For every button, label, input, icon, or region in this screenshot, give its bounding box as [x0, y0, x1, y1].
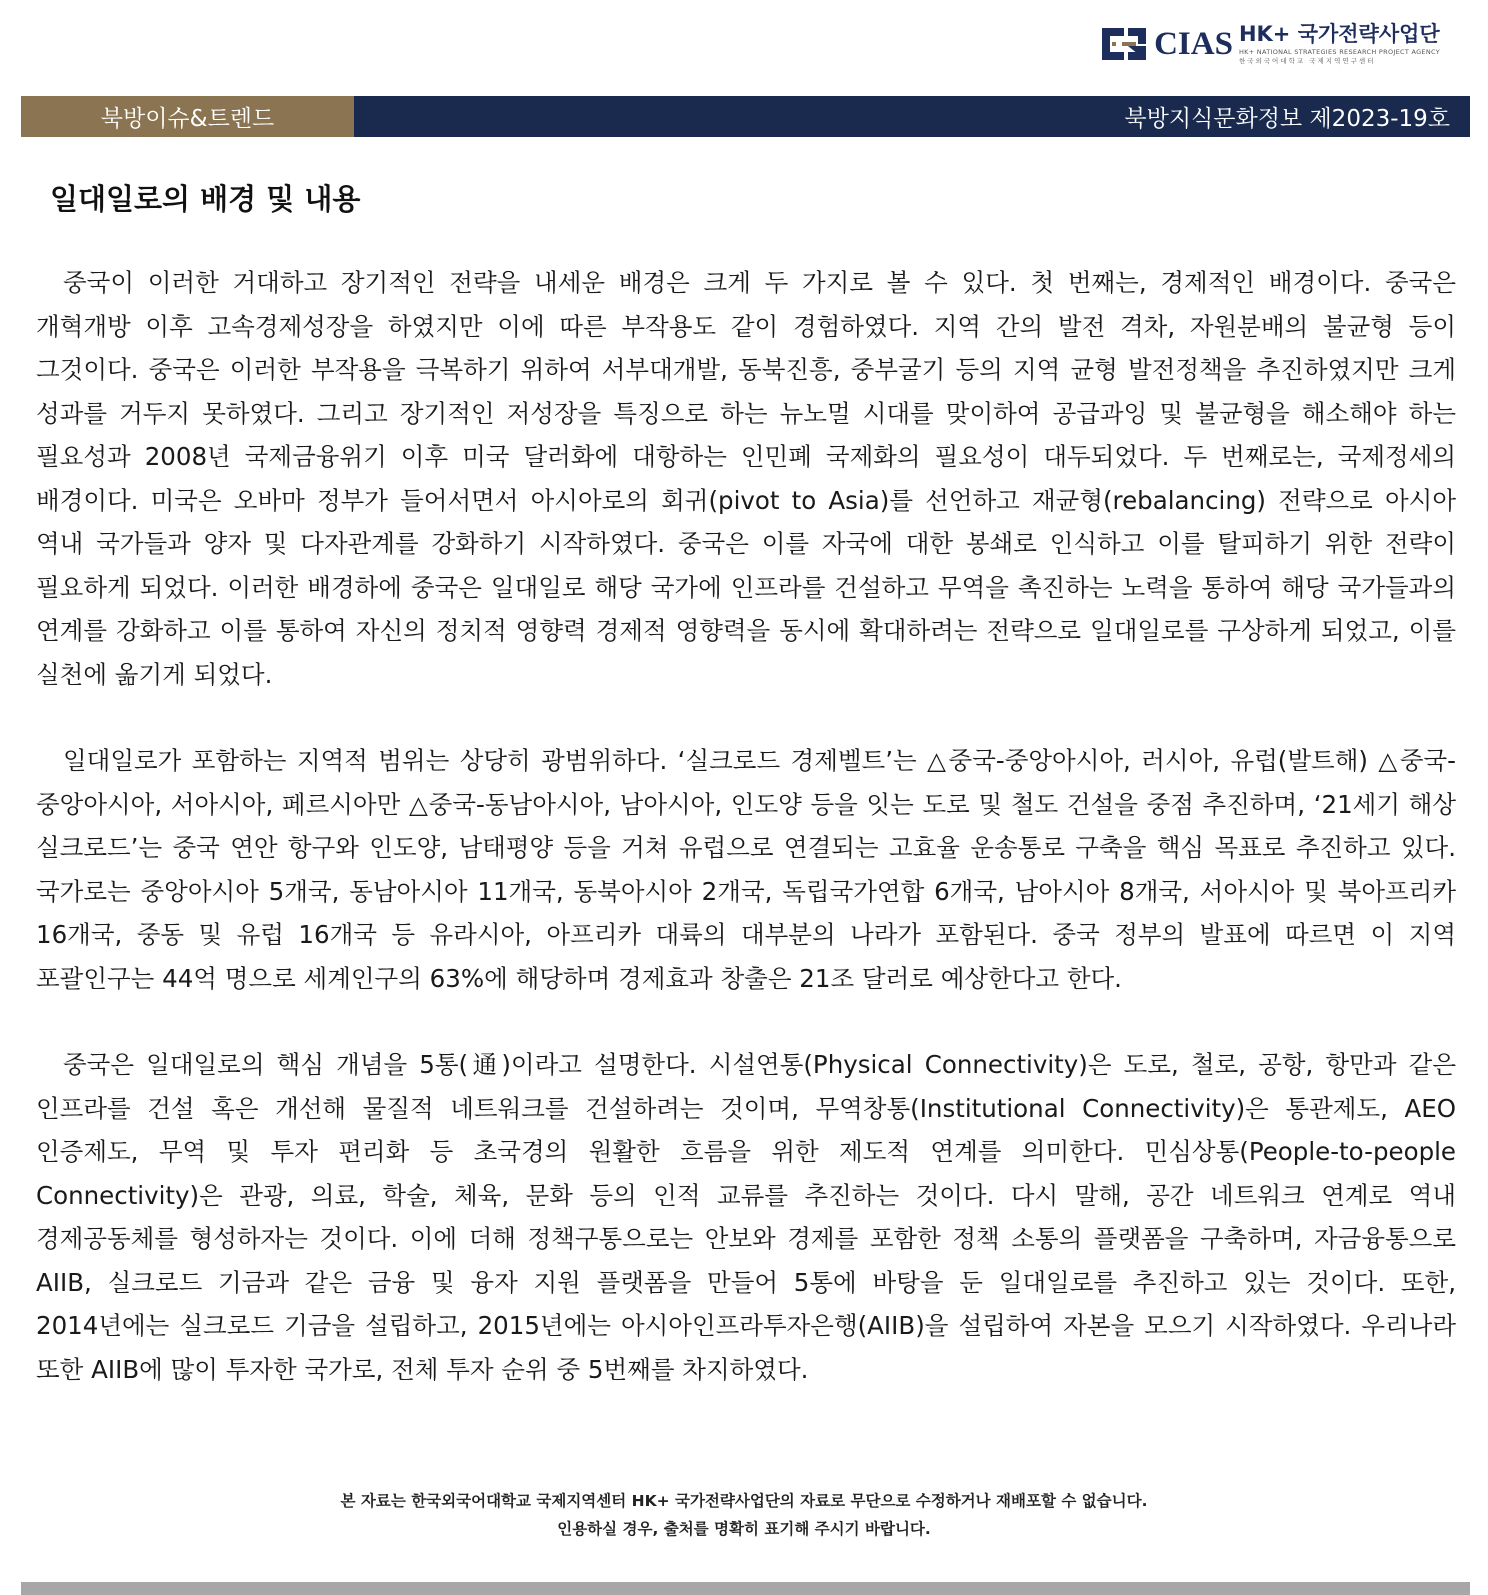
copyright-line-2: 인용하실 경우, 출처를 명확히 표기해 주시기 바랍니다.: [557, 1520, 931, 1538]
footer-bar: [21, 1582, 1470, 1595]
issue-number: 북방지식문화정보 제2023-19호: [354, 96, 1470, 137]
header-bar: [21, 96, 1470, 137]
logo-subtitle-ko: 한국외국어대학교 국제지역연구센터: [1238, 57, 1376, 65]
paragraph-background: 중국이 이러한 거대하고 장기적인 전략을 내세운 배경은 크게 두 가지로 볼 수 있다. 첫 번째는, 경제적인 배경이다. 중국은 개혁개방 이후 고속경제성장을 하였지만 이에 따른 부작용도 같이 경험하였다. 지역 간의 발전 격차, 자원분배의 불균형 등이 그것이다. 중국은 이러한 부작용을 극복하기 위하여 서부대개발, 동북진흥, 중부굴기 등의 지역 균형 발전정책을 추진하였지만 크게 성과를 거두지 못하였다. 그리고 장기적인 저성장을 특징으로 하는 뉴노멀 시대를 맞이하여 공급과잉 및 불균형을 해소해야 하는 필요성과 2008년 국제금융위기 이후 미국 달러화에 대항하는 인민폐 국제화의 필요성이 대두되었다. 두 번째로는, 국제정세의 배경이다. 미국은 오바마 정부가 들어서면서 아시아로의 회귀(pivot to Asia)를 선언하고 재균형(rebalancing) 전략으로 아시아 역내 국가들과 양자 및 다자관계를 강화하기 시작하였다. 중국은 이를 자국에 대한 봉쇄로 인식하고 이를 탈피하기 위한 전략이 필요하게 되었다. 이러한 배경하에 중국은 일대일로 해당 국가에 인프라를 건설하고 무역을 촉진하는 노력을 통하여 해당 국가들과의 연계를 강화하고 이를 통하여 자신의 정치적 영향력 경제적 영향력을 동시에 확대하려는 전략으로 일대일로를 구상하게 되었고, 이를 실천에 옮기게 되었다.: [36, 268, 1456, 689]
paragraph-scope: 일대일로가 포함하는 지역적 범위는 상당히 광범위하다. ‘실크로드 경제벨트’는 △중국-중앙아시아, 러시아, 유럽(발트해) △중국-중앙아시아, 서아시아, 페르시아만 △중국-동남아시아, 남아시아, 인도양 등을 잇는 도로 및 철도 건설을 중점 추진하며, ‘21세기 해상 실크로드’는 중국 연안 항구와 인도양, 남태평양 등을 거쳐 유럽으로 연결되는 고효율 운송통로 구축을 핵심 목표로 추진하고 있다. 국가로는 중앙아시아 5개국, 동남아시아 11개국, 동북아시아 2개국, 독립국가연합 6개국, 남아시아 8개국, 서아시아 및 북아프리카 16개국, 중동 및 유럽 16개국 등 유라시아, 아프리카 대륙의 대부분의 나라가 포함된다. 중국 정부의 발표에 따르면 이 지역 포괄인구는 44억 명으로 세계인구의 63%에 해당하며 경제효과 창출은 21조 달러로 예상한다고 한다.: [36, 746, 1456, 993]
article-body: [36, 261, 1456, 1434]
copyright-notice: [0, 1487, 1488, 1543]
logo-brand-text: CIAS: [1154, 26, 1233, 62]
cias-emblem-icon: [1098, 22, 1150, 66]
section-title: 일대일로의 배경 및 내용: [50, 182, 361, 216]
logo-title: HK+ 국가전략사업단: [1238, 21, 1440, 46]
logo-text-block: [1238, 21, 1440, 65]
logo-subtitle-en: HK+ NATIONAL STRATEGIES RESEARCH PROJECT AGENCY: [1238, 47, 1440, 56]
category-label: 북방이슈&트렌드: [21, 96, 354, 137]
paragraph-five-connectivity: 중국은 일대일로의 핵심 개념을 5통(通)이라고 설명한다. 시설연통(Physical Connectivity)은 도로, 철로, 공항, 항만과 같은 인프라를 건설 혹은 개선해 물질적 네트워크를 건설하려는 것이며, 무역창통(Institutional Connectivity)은 통관제도, AEO 인증제도, 무역 및 투자 편리화 등 초국경의 원활한 흐름을 위한 제도적 연계를 의미한다. 민심상통(People-to-people Connectivity)은 관광, 의료, 학술, 체육, 문화 등의 인적 교류를 추진하는 것이다. 다시 말해, 공간 네트워크 연계로 역내 경제공동체를 형성하자는 것이다. 이에 더해 정책구통으로는 안보와 경제를 포함한 정책 소통의 플랫폼을 구축하며, 자금융통으로 AIIB, 실크로드 기금과 같은 금융 및 융자 지원 플랫폼을 만들어 5통에 바탕을 둔 일대일로를 추진하고 있는 것이다. 또한, 2014년에는 실크로드 기금을 설립하고, 2015년에는 아시아인프라투자은행(AIIB)을 설립하여 자본을 모으기 시작하였다. 우리나라 또한 AIIB에 많이 투자한 국가로, 전체 투자 순위 중 5번째를 차지하였다.: [36, 1050, 1456, 1384]
org-logo: [1098, 22, 1440, 66]
copyright-line-1: 본 자료는 한국외국어대학교 국제지역센터 HK+ 국가전략사업단의 자료로 무단으로 수정하거나 재배포할 수 없습니다.: [340, 1492, 1148, 1510]
